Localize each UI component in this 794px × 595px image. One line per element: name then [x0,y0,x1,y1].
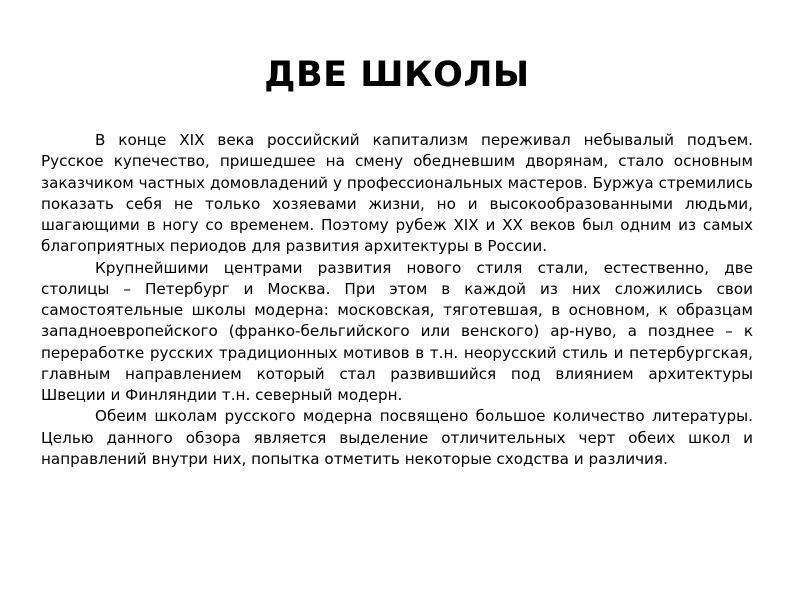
paragraph-3: Обеим школам русского модерна посвящено большое количество литературы. Целью данного обзора является выделение отличительных черт обеих школ и направлений внутри них, попытка отметить некоторые сходства и различия. [41,407,753,468]
slide-body [41,130,753,470]
paragraph-2: Крупнейшими центрами развития нового стиля стали, естественно, две столицы – Петербург и Москва. При этом в каждой из них сложились свои самостоятельные школы модерна: московская, тяготевшая, в основном, к образцам западноевропейского (франко-бельгийского или венского) ар-нуво, а позднее – к переработке русских традиционных мотивов в т.н. неорусский стиль и петербургская, главным направлением который стал развившийся под влиянием архитектуры Швеции и Финляндии т.н. северный модерн. [41,258,753,404]
paragraph-1: В конце XIX века российский капитализм переживал небывалый подъем. Русское купечество, пришедшее на смену обедневшим дворянам, стало основным заказчиком частных домовладений у профессиональных мастеров. Буржуа стремились показать себя не только хозяевами жизни, но и высокообразованными людьми, шагающими в ногу со временем. Поэтому рубеж XIX и XX веков был одним из самых благоприятных периодов для развития архитектуры в России. [41,131,753,256]
slide-title: ДВЕ ШКОЛЫ [264,55,530,95]
